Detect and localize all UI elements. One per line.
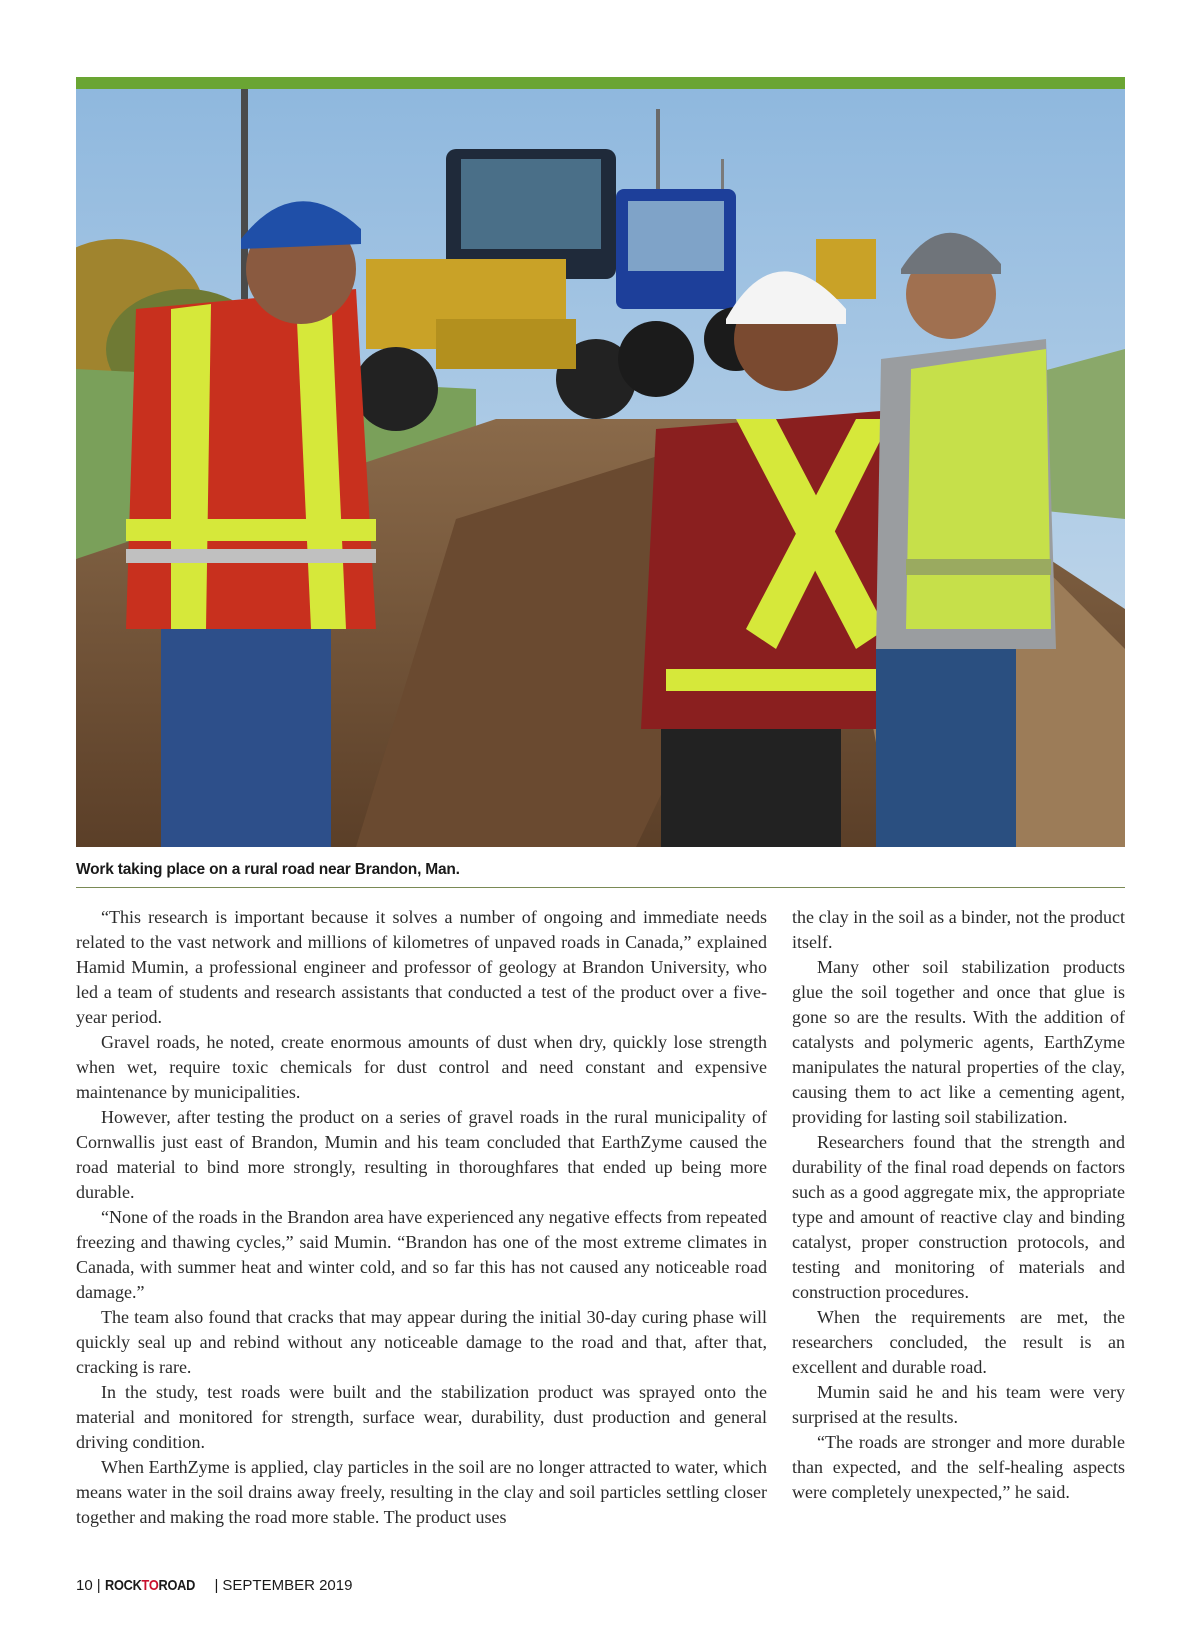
paragraph: In the study, test roads were built and the stabilization product was sprayed onto the material and monitored for strength, surface wear, durability, dust production and general driving condition. [76, 1382, 767, 1452]
paragraph: Mumin said he and his team were very surprised at the results. [792, 1382, 1125, 1427]
article-column-left [76, 905, 767, 1530]
footer-divider: | [214, 1577, 219, 1594]
paragraph-continued: the clay in the soil as a binder, not the product itself. [792, 907, 1125, 952]
logo-rock: ROCK [104, 1577, 142, 1594]
paragraph: However, after testing the product on a series of gravel roads in the rural municipality of Cornwallis just east of Brandon, Mumin and his team concluded that EarthZyme caused the road material to bind more strongly, resulting in thoroughfares that ended up being more durable. [76, 1107, 767, 1202]
footer-divider: | [96, 1577, 101, 1594]
paragraph: Researchers found that the strength and durability of the final road depends on factors such as a good aggregate mix, the appropriate type and amount of reactive clay and binding catalyst, proper construction protocols, and testing and monitoring of materials and construction procedures. [792, 1132, 1125, 1302]
logo-to: TO [141, 1577, 159, 1594]
paragraph: “None of the roads in the Brandon area have experienced any negative effects from repeated freezing and thawing cycles,” said Mumin. “Brandon has one of the most extreme climates in Canada, with summer heat and winter cold, and so far this has not caused any noticeable road damage.” [76, 1207, 767, 1302]
page-number: 10 [76, 1577, 93, 1594]
paragraph: The team also found that cracks that may appear during the initial 30-day curing phase will quickly seal up and rebind without any noticeable damage to the road and that, after that, cracking is rare. [76, 1307, 767, 1377]
page-footer [76, 1577, 352, 1594]
logo-road: ROAD [158, 1577, 195, 1594]
header-accent-bar [76, 77, 1125, 89]
magazine-logo [105, 1577, 195, 1594]
article-column-right [792, 905, 1125, 1505]
paragraph: Gravel roads, he noted, create enormous amounts of dust when dry, quickly lose strength when wet, require toxic chemicals for dust control and need constant and expensive maintenance by municipalities. [76, 1032, 767, 1102]
paragraph: “This research is important because it solves a number of ongoing and immediate needs related to the vast network and millions of kilometres of unpaved roads in Canada,” explained Hamid Mumin, a professional engineer and professor of geology at Brandon University, who led a team of students and research assistants that conducted a test of the product over a five-year period. [76, 907, 767, 1027]
caption-divider [76, 887, 1125, 888]
paragraph: When EarthZyme is applied, clay particles in the soil are no longer attracted to water, which means water in the soil drains away freely, resulting in the clay and soil particles settling closer together and making the road more stable. The product uses [76, 1457, 767, 1527]
paragraph: Many other soil stabilization products glue the soil together and once that glue is gone so are the results. With the addition of catalysts and polymeric agents, EarthZyme manipulates the natural properties of the clay, causing them to act like a cementing agent, providing for lasting soil stabilization. [792, 957, 1125, 1127]
paragraph: When the requirements are met, the researchers concluded, the result is an excellent and durable road. [792, 1307, 1125, 1377]
photo-caption: Work taking place on a rural road near Brandon, Man. [76, 861, 460, 878]
article-photo [76, 89, 1125, 847]
issue-date: SEPTEMBER 2019 [222, 1577, 353, 1594]
paragraph: “The roads are stronger and more durable than expected, and the self-healing aspects were completely unexpected,” he said. [792, 1432, 1125, 1502]
